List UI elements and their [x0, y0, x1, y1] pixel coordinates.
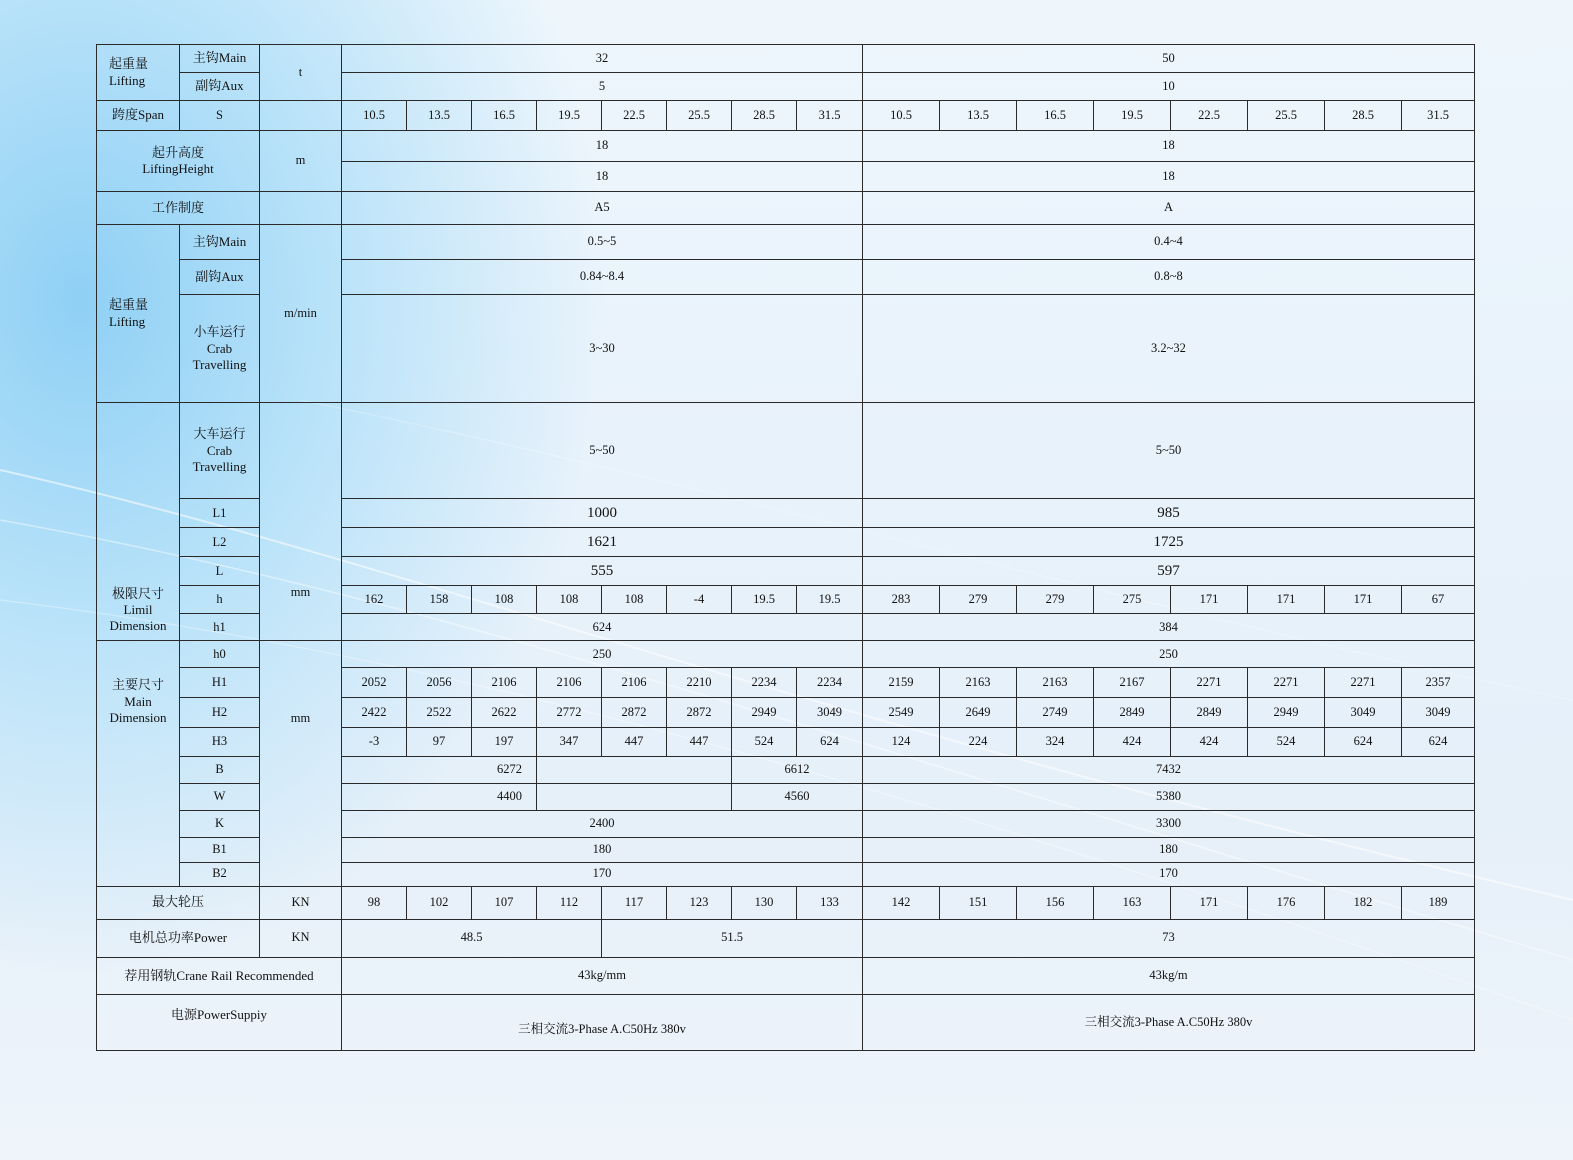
span-cell: 13.5 [407, 101, 472, 131]
speed-main-label: 主钩Main [180, 225, 260, 260]
wheel-cell: 156 [1017, 886, 1094, 919]
H2-cell: 2649 [940, 698, 1017, 728]
cap32-height-main: 18 [342, 131, 863, 162]
cap32-L: 555 [342, 557, 863, 586]
cap50-L: 597 [863, 557, 1475, 586]
cap32-K: 2400 [342, 810, 863, 837]
h-cell: 19.5 [732, 586, 797, 614]
dim-label-H1: H1 [180, 668, 260, 698]
cap32-L2: 1621 [342, 528, 863, 557]
H2-cell: 2622 [472, 698, 537, 728]
row-height-main [97, 131, 1475, 162]
cap50-height-aux: 18 [863, 162, 1475, 192]
h-cell: 279 [940, 586, 1017, 614]
cap32-W-second: 4560 [732, 783, 863, 810]
crane-travel-label: 大车运行 Crab Travelling [180, 403, 260, 499]
cap32-B-second: 6612 [732, 756, 863, 783]
rail-label: 荐用钢轨Crane Rail Recommended [97, 957, 342, 994]
cap50-L1: 985 [863, 499, 1475, 528]
H1-cell: 2106 [537, 668, 602, 698]
cap32-main: 32 [342, 45, 863, 73]
H1-cell: 2210 [667, 668, 732, 698]
wheel-load-label: 最大轮压 [97, 886, 260, 919]
wheel-cell: 182 [1325, 886, 1402, 919]
row-rail [97, 957, 1475, 994]
cap50-rail: 43kg/m [863, 957, 1475, 994]
cap32-W-gap [537, 783, 732, 810]
unit-blank [260, 101, 342, 131]
H1-cell: 2271 [1325, 668, 1402, 698]
span-label: 跨度Span [97, 101, 180, 131]
cap32-height-aux: 18 [342, 162, 863, 192]
H1-cell: 2106 [602, 668, 667, 698]
crab-travel-label: 小车运行 Crab Travelling [180, 295, 260, 403]
H2-cell: 3049 [797, 698, 863, 728]
row-speed-main [97, 225, 1475, 260]
H2-cell: 2772 [537, 698, 602, 728]
H2-cell: 2522 [407, 698, 472, 728]
H2-cell: 2949 [1248, 698, 1325, 728]
H1-cell: 2163 [1017, 668, 1094, 698]
dim-label-h1: h1 [180, 614, 260, 641]
row-capacity-main [97, 45, 1475, 73]
speed-aux-label: 副钩Aux [180, 260, 260, 295]
H3-cell: 347 [537, 728, 602, 756]
limit-dimension-label: 极限尺寸 Limil Dimension [97, 403, 180, 641]
span-cell: 28.5 [1325, 101, 1402, 131]
wheel-cell: 133 [797, 886, 863, 919]
cap50-W: 5380 [863, 783, 1475, 810]
h-cell: 108 [602, 586, 667, 614]
span-cell: 28.5 [732, 101, 797, 131]
H3-cell: 624 [1325, 728, 1402, 756]
unit-mmin: m/min [260, 225, 342, 403]
dim-label-h0: h0 [180, 641, 260, 668]
dim-label-L: L [180, 557, 260, 586]
span-cell: 10.5 [342, 101, 407, 131]
H1-cell: 2271 [1171, 668, 1248, 698]
span-cell: 22.5 [602, 101, 667, 131]
cap50-speed-crane: 5~50 [863, 403, 1475, 499]
H3-cell: 624 [1402, 728, 1475, 756]
row-wheel-load [97, 886, 1475, 919]
H3-cell: 224 [940, 728, 1017, 756]
span-cell: 16.5 [472, 101, 537, 131]
H2-cell: 3049 [1402, 698, 1475, 728]
unit-blank [260, 192, 342, 225]
span-cell: 19.5 [1094, 101, 1171, 131]
main-hook-label: 主钩Main [180, 45, 260, 73]
cap32-h1: 624 [342, 614, 863, 641]
cap32-B-first: 6272 [342, 756, 537, 783]
H3-cell: 447 [602, 728, 667, 756]
dim-label-B: B [180, 756, 260, 783]
cap32-rail: 43kg/mm [342, 957, 863, 994]
h-cell: -4 [667, 586, 732, 614]
span-cell: 13.5 [940, 101, 1017, 131]
H1-cell: 2271 [1248, 668, 1325, 698]
wheel-cell: 102 [407, 886, 472, 919]
h-cell: 108 [472, 586, 537, 614]
row-speed-crane [97, 403, 1475, 499]
H3-cell: 124 [863, 728, 940, 756]
wheel-cell: 163 [1094, 886, 1171, 919]
H1-cell: 2106 [472, 668, 537, 698]
H3-cell: 324 [1017, 728, 1094, 756]
H2-cell: 2849 [1171, 698, 1248, 728]
row-power-supply [97, 994, 1475, 1050]
duty-label: 工作制度 [97, 192, 260, 225]
h-cell: 162 [342, 586, 407, 614]
dim-label-L1: L1 [180, 499, 260, 528]
span-cell: 25.5 [1248, 101, 1325, 131]
row-span [97, 101, 1475, 131]
H3-cell: 624 [797, 728, 863, 756]
capacity-label: 起重量 Lifting [97, 45, 180, 101]
h-cell: 19.5 [797, 586, 863, 614]
H3-cell: 197 [472, 728, 537, 756]
H2-cell: 2422 [342, 698, 407, 728]
power-label: 电机总功率Power [97, 919, 260, 957]
span-symbol: S [180, 101, 260, 131]
dim-label-H2: H2 [180, 698, 260, 728]
cap50-supply: 三相交流3-Phase A.C50Hz 380v [863, 994, 1475, 1050]
cap32-L1: 1000 [342, 499, 863, 528]
H2-cell: 3049 [1325, 698, 1402, 728]
dim-label-h: h [180, 586, 260, 614]
cap32-power-second: 51.5 [602, 919, 863, 957]
H2-cell: 2872 [602, 698, 667, 728]
wheel-cell: 98 [342, 886, 407, 919]
cap50-height-main: 18 [863, 131, 1475, 162]
H3-cell: 524 [732, 728, 797, 756]
H1-cell: 2357 [1402, 668, 1475, 698]
span-cell: 16.5 [1017, 101, 1094, 131]
cap32-duty: A5 [342, 192, 863, 225]
H1-cell: 2163 [940, 668, 1017, 698]
lifting-height-label: 起升高度 LiftingHeight [97, 131, 260, 192]
h-cell: 158 [407, 586, 472, 614]
dim-label-H3: H3 [180, 728, 260, 756]
h-cell: 67 [1402, 586, 1475, 614]
wheel-cell: 189 [1402, 886, 1475, 919]
dim-label-L2: L2 [180, 528, 260, 557]
h-cell: 171 [1171, 586, 1248, 614]
H3-cell: 447 [667, 728, 732, 756]
H1-cell: 2167 [1094, 668, 1171, 698]
speed-section-label: 起重量 Lifting [97, 225, 180, 403]
H1-cell: 2234 [732, 668, 797, 698]
wheel-cell: 117 [602, 886, 667, 919]
cap32-power-first: 48.5 [342, 919, 602, 957]
span-cell: 22.5 [1171, 101, 1248, 131]
cap50-L2: 1725 [863, 528, 1475, 557]
power-supply-label: 电源PowerSuppiy [97, 994, 342, 1050]
h-cell: 171 [1248, 586, 1325, 614]
unit-mm-limit: mm [260, 403, 342, 641]
cap32-B-gap [537, 756, 732, 783]
cap50-main: 50 [863, 45, 1475, 73]
cap32-B2: 170 [342, 862, 863, 886]
aux-hook-label: 副钩Aux [180, 73, 260, 101]
cap50-h0: 250 [863, 641, 1475, 668]
H1-cell: 2056 [407, 668, 472, 698]
span-cell: 19.5 [537, 101, 602, 131]
cap50-duty: A [863, 192, 1475, 225]
span-cell: 25.5 [667, 101, 732, 131]
cap50-h1: 384 [863, 614, 1475, 641]
H3-cell: 97 [407, 728, 472, 756]
h-cell: 108 [537, 586, 602, 614]
wheel-cell: 142 [863, 886, 940, 919]
dim-label-B2: B2 [180, 862, 260, 886]
span-cell: 10.5 [863, 101, 940, 131]
row-duty [97, 192, 1475, 225]
cap50-B: 7432 [863, 756, 1475, 783]
cap32-aux: 5 [342, 73, 863, 101]
h-cell: 275 [1094, 586, 1171, 614]
cap50-B2: 170 [863, 862, 1475, 886]
row-h0 [97, 641, 1475, 668]
wheel-cell: 123 [667, 886, 732, 919]
H2-cell: 2872 [667, 698, 732, 728]
wheel-cell: 151 [940, 886, 1017, 919]
span-cell: 31.5 [1402, 101, 1475, 131]
H3-cell: 524 [1248, 728, 1325, 756]
h-cell: 283 [863, 586, 940, 614]
H2-cell: 2549 [863, 698, 940, 728]
H1-cell: 2159 [863, 668, 940, 698]
cap50-speed-crab: 3.2~32 [863, 295, 1475, 403]
span-cell: 31.5 [797, 101, 863, 131]
cap50-power: 73 [863, 919, 1475, 957]
H3-cell: -3 [342, 728, 407, 756]
cap32-supply: 三相交流3-Phase A.C50Hz 380v [342, 994, 863, 1050]
cap32-speed-aux: 0.84~8.4 [342, 260, 863, 295]
H2-cell: 2749 [1017, 698, 1094, 728]
unit-kn-wheel: KN [260, 886, 342, 919]
H2-cell: 2849 [1094, 698, 1171, 728]
main-dimension-label: 主要尺寸 Main Dimension [97, 641, 180, 886]
H3-cell: 424 [1094, 728, 1171, 756]
spec-table [96, 44, 1475, 1051]
wheel-cell: 107 [472, 886, 537, 919]
H3-cell: 424 [1171, 728, 1248, 756]
unit-m: m [260, 131, 342, 192]
unit-t: t [260, 45, 342, 101]
wheel-cell: 130 [732, 886, 797, 919]
cap50-aux: 10 [863, 73, 1475, 101]
wheel-cell: 112 [537, 886, 602, 919]
cap32-speed-crane: 5~50 [342, 403, 863, 499]
dim-label-K: K [180, 810, 260, 837]
H2-cell: 2949 [732, 698, 797, 728]
cap32-h0: 250 [342, 641, 863, 668]
cap32-B1: 180 [342, 837, 863, 862]
cap32-W-first: 4400 [342, 783, 537, 810]
dim-label-B1: B1 [180, 837, 260, 862]
h-cell: 279 [1017, 586, 1094, 614]
dim-label-W: W [180, 783, 260, 810]
cap50-speed-main: 0.4~4 [863, 225, 1475, 260]
wheel-cell: 176 [1248, 886, 1325, 919]
h-cell: 171 [1325, 586, 1402, 614]
H1-cell: 2052 [342, 668, 407, 698]
cap50-B1: 180 [863, 837, 1475, 862]
cap32-speed-main: 0.5~5 [342, 225, 863, 260]
unit-mm-main: mm [260, 641, 342, 886]
row-power [97, 919, 1475, 957]
unit-kn-power: KN [260, 919, 342, 957]
cap50-K: 3300 [863, 810, 1475, 837]
cap32-speed-crab: 3~30 [342, 295, 863, 403]
wheel-cell: 171 [1171, 886, 1248, 919]
H1-cell: 2234 [797, 668, 863, 698]
cap50-speed-aux: 0.8~8 [863, 260, 1475, 295]
